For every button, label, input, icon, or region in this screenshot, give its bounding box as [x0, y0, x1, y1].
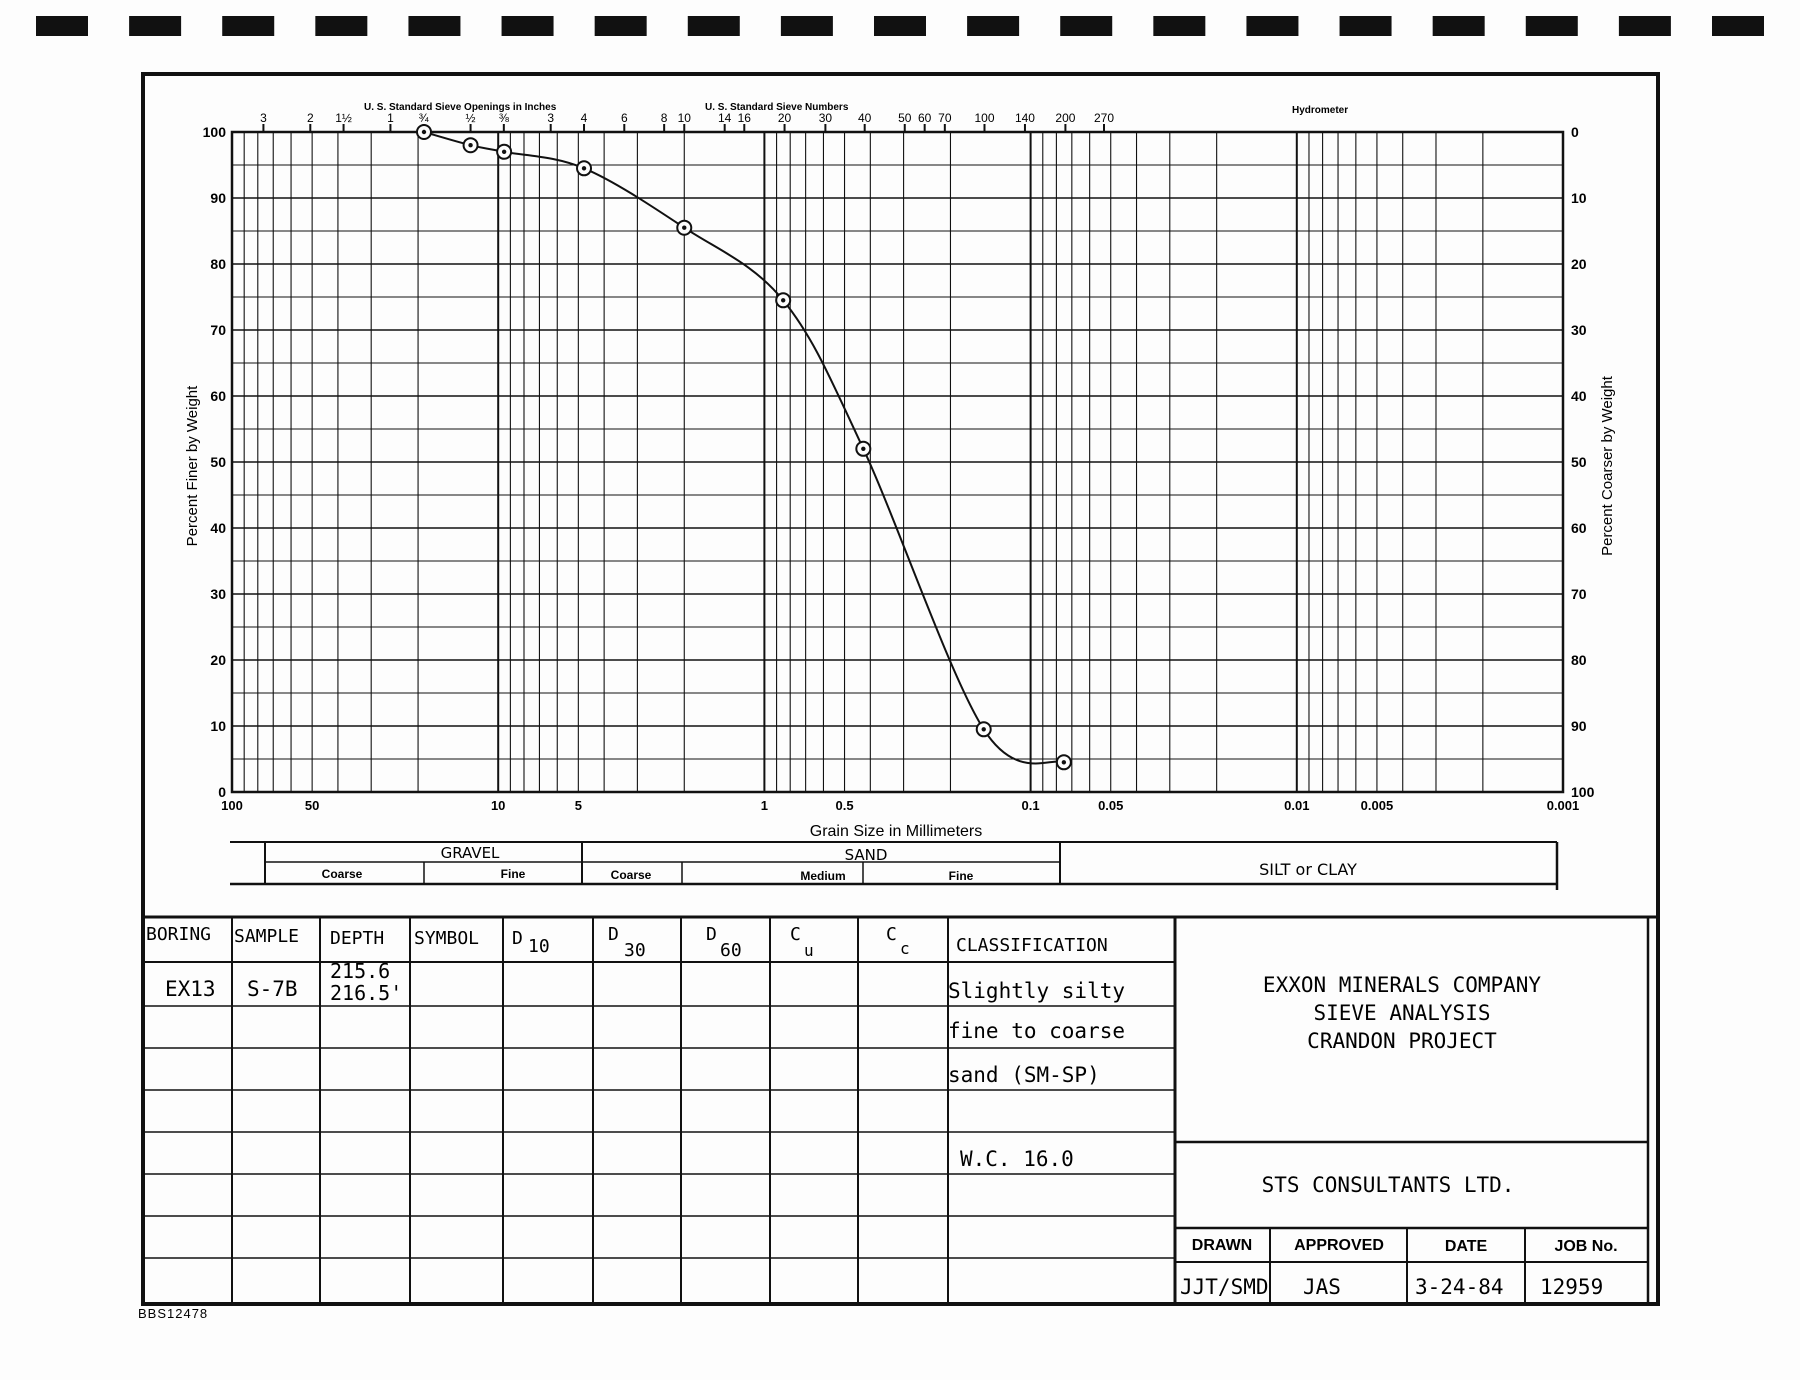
y-tick-label: 30: [210, 586, 226, 602]
y-tick-label: 90: [210, 190, 226, 206]
x-axis-label: Grain Size in Millimeters: [809, 823, 983, 840]
y2-tick-label: 30: [1571, 322, 1587, 338]
document-id: BBS12478: [138, 1306, 209, 1321]
perforation-mark: [36, 16, 88, 36]
perforation-mark: [1340, 16, 1392, 36]
d10-header-sub: 10: [528, 936, 550, 957]
cu-header-sub: u: [804, 941, 814, 960]
data-points: [417, 125, 1071, 769]
y-tick-label: 10: [210, 718, 226, 734]
sieve-tick-label: 40: [858, 111, 872, 125]
silt-clay-label: SILT or CLAY: [1259, 860, 1357, 879]
table-row: [165, 959, 1125, 1171]
sieve-tick-label: 270: [1093, 111, 1115, 125]
title-line-company: EXXON MINERALS COMPANY: [1262, 973, 1542, 997]
date-label: DATE: [1444, 1238, 1488, 1255]
perforation-mark: [315, 16, 367, 36]
d60-header-sub: 60: [720, 940, 742, 961]
y-tick-label: 50: [210, 454, 226, 470]
y-tick-label: 40: [210, 520, 226, 536]
boring-header: BORING: [146, 924, 212, 945]
x-tick-label: 5: [574, 798, 582, 813]
x-tick-label: 1: [760, 798, 769, 813]
water-content-value: W.C. 16.0: [960, 1147, 1074, 1171]
data-point-center: [1062, 760, 1066, 764]
sieve-tick-label: ⅜: [498, 111, 509, 125]
sieve-tick-label: 16: [737, 111, 751, 125]
x-tick-label: 0.01: [1284, 798, 1310, 813]
depth-value-top: 215.6: [330, 959, 391, 983]
sieve-tick-label: 8: [660, 111, 668, 125]
sieve-tick-label: 6: [620, 111, 628, 125]
perforation-mark: [1153, 16, 1205, 36]
sieve-tick-label: 4: [580, 111, 588, 125]
sieve-tick-label: ½: [465, 111, 476, 125]
y2-tick-label: 40: [1571, 388, 1587, 404]
perforation-mark: [781, 16, 833, 36]
sample-value: S-7B: [247, 977, 298, 1001]
hydrometer-header: Hydrometer: [1292, 105, 1349, 116]
sand-label: SAND: [844, 846, 888, 864]
x-tick-label: 100: [221, 798, 243, 813]
sieve-tick-label: 10: [677, 111, 691, 125]
gravel-coarse-label: Coarse: [321, 867, 363, 881]
perforation-mark: [1526, 16, 1578, 36]
title-line-project: CRANDON PROJECT: [1307, 1029, 1497, 1053]
perforation-strip: [36, 16, 1764, 36]
y2-axis-label: Percent Coarser by Weight: [1599, 376, 1616, 556]
x-tick-label: 0.05: [1098, 798, 1124, 813]
sample-header: SAMPLE: [234, 926, 300, 947]
sieve-tick-label: 200: [1055, 111, 1076, 125]
sieve-tick-label: 3: [547, 111, 555, 125]
perforation-mark: [688, 16, 740, 36]
perforation-mark: [129, 16, 181, 36]
approved-label: APPROVED: [1294, 1237, 1384, 1254]
sieve-tick-label: 70: [938, 111, 952, 125]
sieve-tick-label: 1½: [335, 111, 352, 125]
d30-header-d: D: [608, 924, 619, 945]
perforation-mark: [1246, 16, 1298, 36]
d30-header-sub: 30: [624, 940, 646, 961]
y2-tick-label: 70: [1571, 586, 1587, 602]
cc-header-sub: c: [900, 939, 910, 958]
sieve-tick-label: 100: [974, 111, 995, 125]
gravel-fine-label: Fine: [500, 867, 526, 881]
data-point-center: [781, 298, 785, 302]
d60-header-d: D: [706, 924, 717, 945]
sand-fine-label: Fine: [948, 869, 974, 883]
sieve-tick-label: 20: [777, 111, 792, 125]
y2-tick-label: 50: [1571, 454, 1587, 470]
sieve-tick-label: 1: [387, 111, 394, 125]
consultant-name: STS CONSULTANTS LTD.: [1261, 1173, 1515, 1197]
sieve-tick-label: 140: [1014, 111, 1035, 125]
sieve-inches-header: U. S. Standard Sieve Openings in Inches: [364, 102, 557, 113]
y-tick-label: 80: [210, 256, 226, 272]
y2-tick-label: 100: [1571, 784, 1595, 800]
gradation-line: [424, 132, 1064, 763]
data-point-center: [422, 130, 426, 134]
sieve-numbers-header: U. S. Standard Sieve Numbers: [705, 102, 849, 113]
approved-value: JAS: [1303, 1275, 1341, 1299]
sieve-tick-label: ¾: [418, 111, 429, 125]
y2-tick-label: 0: [1571, 124, 1579, 140]
x-tick-label: 0.005: [1360, 798, 1394, 813]
x-tick-label: 0.001: [1546, 798, 1580, 813]
y-tick-label: 0: [218, 784, 226, 800]
perforation-mark: [1619, 16, 1671, 36]
perforation-mark: [1433, 16, 1485, 36]
y-tick-label: 70: [210, 322, 226, 338]
job-label: JOB No.: [1554, 1238, 1618, 1255]
depth-value-bottom: 216.5': [330, 981, 403, 1005]
x-axis: [221, 798, 1579, 813]
y2-tick-label: 20: [1571, 256, 1587, 272]
y-tick-label: 20: [210, 652, 226, 668]
data-point-center: [582, 166, 586, 170]
y-axis-left: [203, 124, 227, 800]
symbol-header: SYMBOL: [414, 928, 480, 949]
y2-tick-label: 80: [1571, 652, 1587, 668]
x-tick-label: 50: [304, 798, 320, 813]
y2-tick-label: 10: [1571, 190, 1587, 206]
perforation-mark: [408, 16, 460, 36]
drawn-value: JJT/SMD: [1180, 1275, 1269, 1299]
soil-class-bar: [230, 842, 1557, 890]
y-tick-label: 60: [210, 388, 226, 404]
sieve-scale-top: [260, 111, 1114, 132]
sieve-tick-label: 2: [306, 111, 314, 125]
x-tick-label: 0.1: [1021, 798, 1040, 813]
date-value: 3-24-84: [1415, 1275, 1504, 1299]
data-point-center: [982, 727, 986, 731]
classification-line-1: Slightly silty: [948, 979, 1126, 1003]
cc-header-c: C: [886, 924, 897, 945]
sieve-tick-label: 60: [917, 111, 932, 125]
job-value: 12959: [1540, 1275, 1604, 1299]
y-axis-label: Percent Finer by Weight: [184, 385, 201, 547]
x-tick-label: 10: [490, 798, 506, 813]
perforation-mark: [595, 16, 647, 36]
x-tick-label: 0.5: [835, 798, 854, 813]
y2-tick-label: 60: [1571, 520, 1587, 536]
title-block-values: [1180, 1275, 1603, 1299]
gradation-curve: [424, 132, 1064, 763]
d10-header-d: D: [512, 928, 523, 949]
cu-header-c: C: [790, 924, 801, 945]
perforation-mark: [502, 16, 554, 36]
perforation-mark: [222, 16, 274, 36]
sand-medium-label: Medium: [800, 869, 846, 883]
perforation-mark: [1060, 16, 1112, 36]
title-line-analysis: SIEVE ANALYSIS: [1313, 1001, 1491, 1025]
chart-grid: [232, 132, 1563, 792]
sieve-tick-label: 14: [717, 111, 732, 125]
data-point-center: [861, 447, 865, 451]
sand-coarse-label: Coarse: [610, 868, 652, 882]
title-block-labels: [1192, 1237, 1618, 1255]
table-headers: [146, 924, 1108, 961]
y-tick-label: 100: [202, 124, 226, 140]
perforation-mark: [874, 16, 926, 36]
perforation-mark: [967, 16, 1019, 36]
sieve-tick-label: 3: [260, 111, 267, 125]
sieve-tick-label: 50: [898, 111, 912, 125]
title-block: [1262, 973, 1542, 1197]
sieve-tick-label: 30: [818, 111, 833, 125]
drawn-label: DRAWN: [1191, 1237, 1253, 1254]
perforation-mark: [1712, 16, 1764, 36]
classification-line-2: fine to coarse: [948, 1019, 1126, 1043]
y2-tick-label: 90: [1571, 718, 1587, 734]
data-point-center: [502, 150, 506, 154]
classification-header: CLASSIFICATION: [956, 935, 1108, 956]
y-axis-right: [1571, 124, 1595, 800]
depth-header: DEPTH: [330, 928, 385, 949]
gravel-label: GRAVEL: [440, 844, 500, 862]
boring-value: EX13: [165, 977, 216, 1001]
data-point-center: [468, 143, 472, 147]
data-point-center: [682, 226, 686, 230]
classification-line-3: sand (SM-SP): [948, 1063, 1100, 1087]
sheet-frame: [143, 74, 1658, 1304]
